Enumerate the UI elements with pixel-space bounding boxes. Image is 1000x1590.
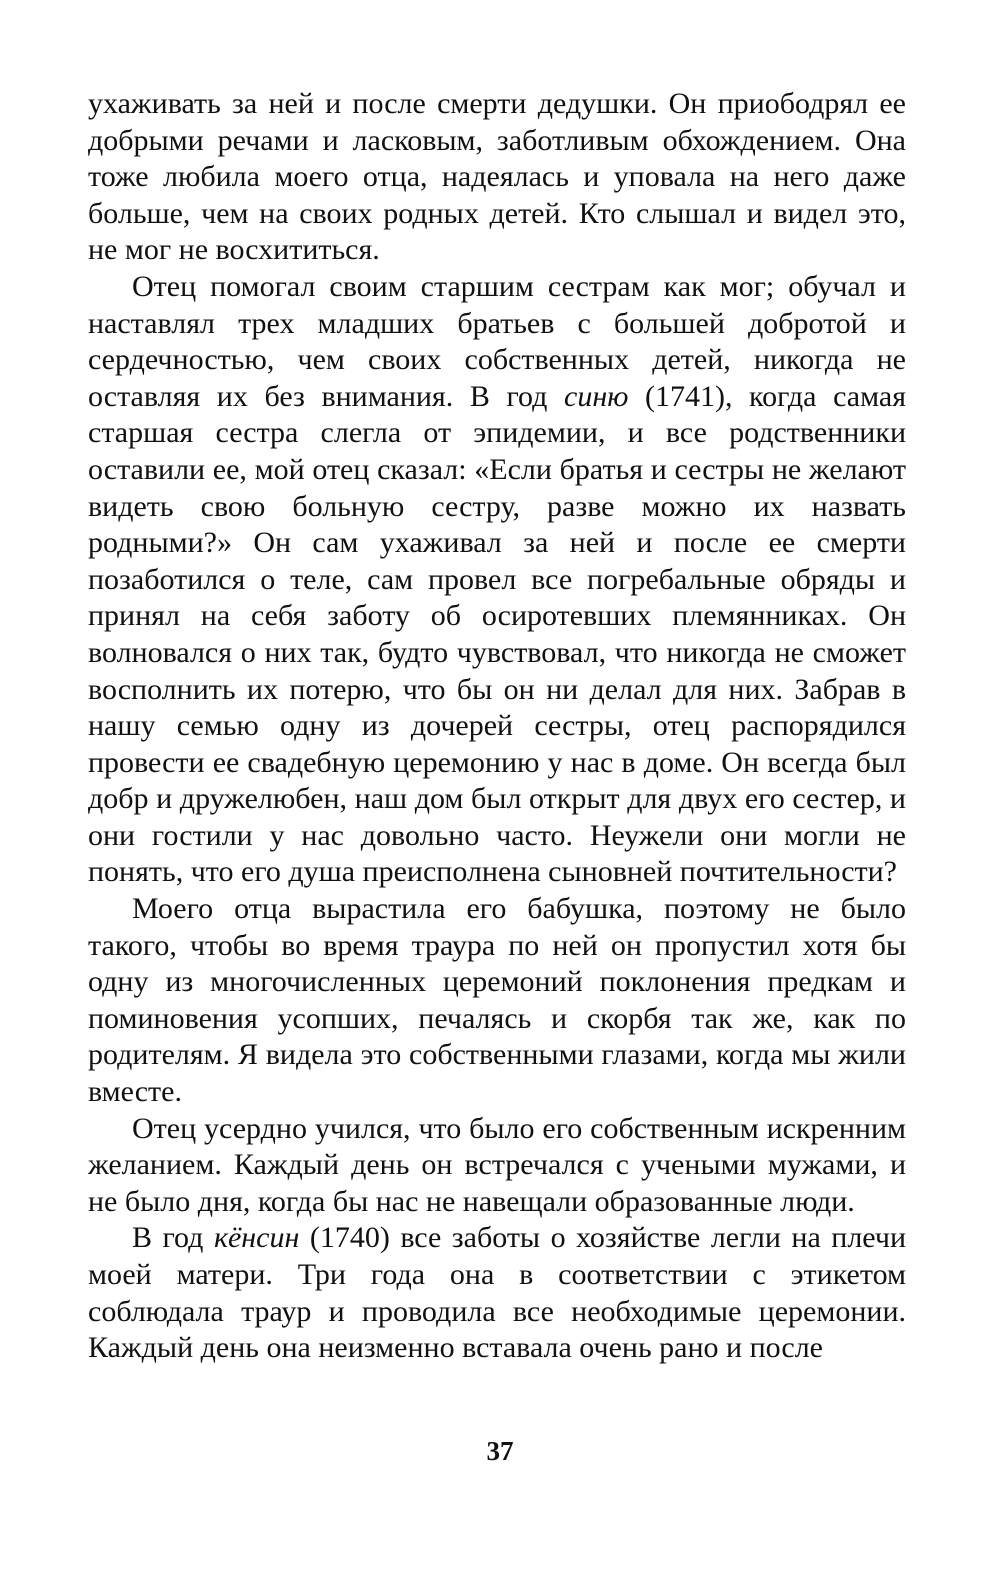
italic-term-kyonsin: кёнсин	[213, 1221, 300, 1255]
paragraph-text: (1741), когда самая старшая сестра слегла от эпидемии, и все родственники оставили ее, мой отец сказал: «Если братья и сестры не желают видеть свою больную сестру, разве можно их назвать родными?» Он сам ухаживал за ней и после ее смерти позаботился о теле, сам провел все погребальные обряды и принял на себя заботу об осиротевших племянниках. Он волновался о них так, будто чувствовал, что никогда не сможет восполнить их потерю, что бы он ни делал для них. Забрав в нашу семью одну из дочерей сестры, отец распорядился провести ее свадебную церемонию у нас в доме. Он всегда был добр и дружелюбен, наш дом был открыт для двух его сестер, и они гостили у нас довольно часто. Неужели они могли не понять, что его душа преисполнена сыновней почтительности?	[88, 379, 906, 889]
paragraph-4	[88, 1111, 906, 1221]
paragraph-1	[88, 86, 906, 269]
paragraph-text: В год	[132, 1221, 214, 1255]
paragraph-5	[88, 1220, 906, 1366]
paragraph-2	[88, 269, 906, 891]
page-number: 37	[486, 1436, 514, 1466]
paragraph-text: Отец помогал своим старшим сестрам как мог; обучал и наставлял трех младших братьев с большей добротой и сердечностью, чем своих собственных детей, никогда не оставляя их без внимания. В год	[88, 269, 906, 413]
italic-term-sinyu: синю	[564, 379, 629, 413]
paragraph-text: (1740) все заботы о хозяйстве легли на плечи моей матери. Три года она в соответствии с этикетом соблюдала траур и проводила все необходимые церемонии. Каждый день она неизменно вставала очень рано и после	[88, 1221, 906, 1365]
paragraph-text: Моего отца вырастила его бабушка, поэтому не было такого, чтобы во время траура по ней он пропустил хотя бы одну из многочисленных церемоний поклонения предкам и поминовения усопших, печалясь и скорбя так же, как по родителям. Я видела это собственными глазами, когда мы жили вместе.	[88, 892, 906, 1109]
paragraph-text: Отец усердно учился, что было его собственным искренним желанием. Каждый день он встречался с учеными мужами, и не было дня, когда бы нас не навещали образованные люди.	[88, 1111, 906, 1218]
body-text	[88, 86, 906, 1367]
paragraph-text: ухаживать за ней и после смерти дедушки. Он приободрял ее добрыми речами и ласковым, заботливым обхождением. Она тоже любила моего отца, надеялась и уповала на него даже больше, чем на своих родных детей. Кто слышал и видел это, не мог не восхититься.	[88, 87, 906, 267]
paragraph-3	[88, 891, 906, 1111]
